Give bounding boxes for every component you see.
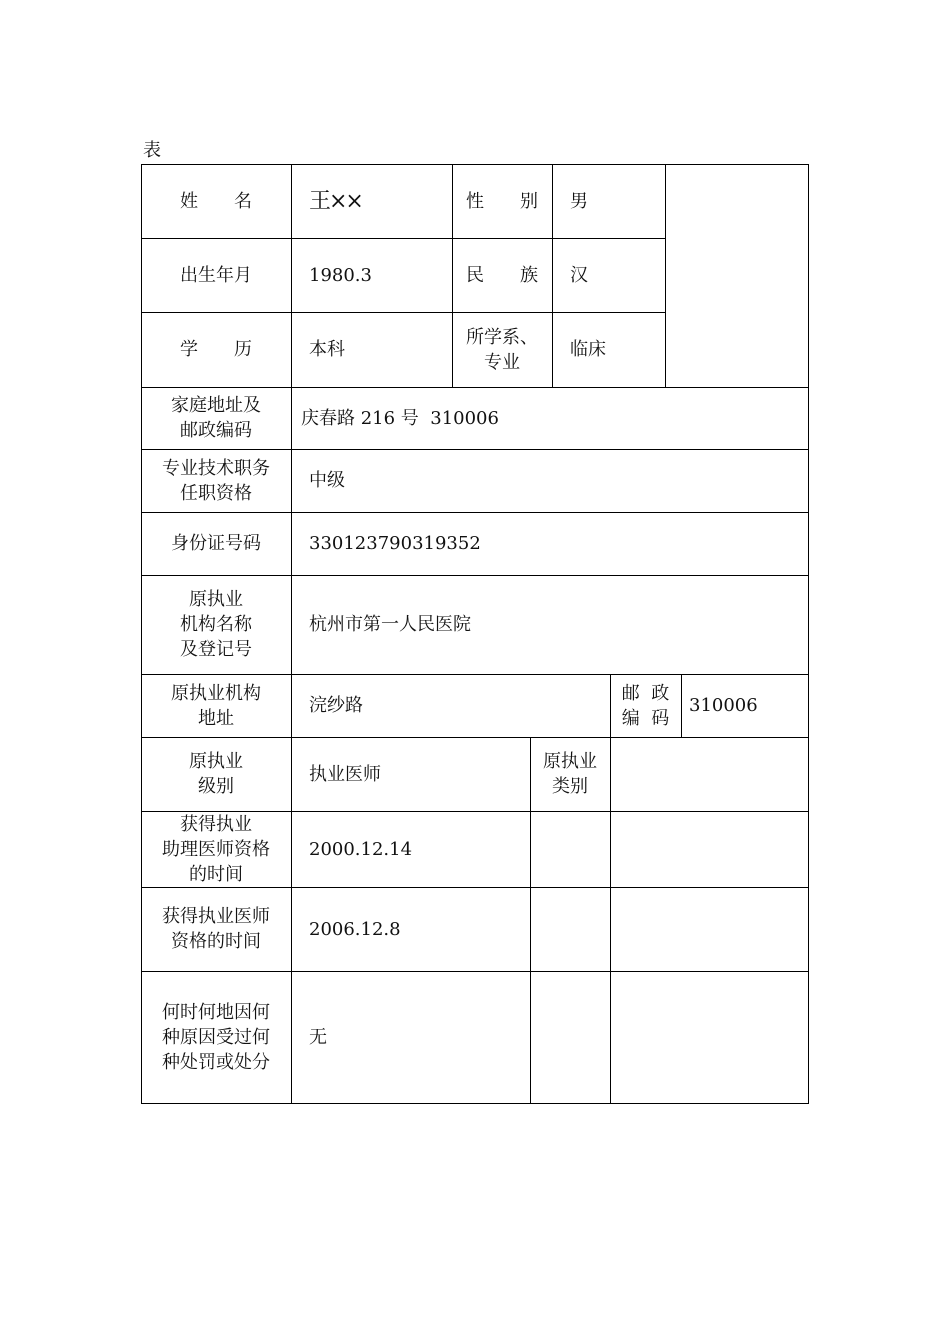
penalty-value: 无 <box>309 1026 327 1048</box>
category-label: 原执业 类别 <box>543 751 597 797</box>
name-label: 姓 名 <box>180 190 252 212</box>
physician-label: 获得执业医师 资格的时间 <box>162 906 270 952</box>
address-value: 庆春路 216 号 310006 <box>301 407 499 429</box>
name-value <box>291 164 452 238</box>
level-value: 执业医师 <box>309 763 381 785</box>
ethnicity-label: 民 族 <box>466 264 538 286</box>
assistant-label: 获得执业 助理医师资格 的时间 <box>162 813 270 885</box>
education-label: 学 历 <box>180 339 252 360</box>
birth-label: 出生年月 <box>180 264 252 286</box>
education-value: 本科 <box>309 339 345 360</box>
gender-label: 性 别 <box>466 190 538 212</box>
org-address-label: 原执业机构 地址 <box>171 682 261 729</box>
ethnicity-value: 汉 <box>570 264 588 286</box>
birth-value: 1980.3 <box>309 264 372 286</box>
name-value-text: 王×× <box>309 188 362 214</box>
assistant-value: 2000.12.14 <box>309 838 413 860</box>
title-label: 专业技术职务 任职资格 <box>162 457 270 504</box>
org-value: 杭州市第一人民医院 <box>309 614 471 635</box>
level-label: 原执业 级别 <box>189 751 243 797</box>
id-label: 身份证号码 <box>171 533 261 554</box>
org-address-value: 浣纱路 <box>309 695 363 716</box>
title-value: 中级 <box>309 470 345 491</box>
major-label: 所学系、 专业 <box>466 326 538 373</box>
id-value: 330123790319352 <box>309 533 481 554</box>
major-value: 临床 <box>570 339 606 360</box>
penalty-label: 何时何地因何 种原因受过何 种处罚或处分 <box>162 1001 270 1073</box>
physician-value: 2006.12.8 <box>309 918 401 940</box>
category-value <box>610 737 808 811</box>
photo-area <box>666 165 808 387</box>
org-label: 原执业 机构名称 及登记号 <box>180 589 252 660</box>
address-label: 家庭地址及 邮政编码 <box>171 395 261 441</box>
gender-value: 男 <box>570 190 588 212</box>
postcode-value: 310006 <box>689 695 758 716</box>
postcode-label: 邮 政 编 码 <box>621 682 670 729</box>
document-label: 表 <box>143 140 161 161</box>
